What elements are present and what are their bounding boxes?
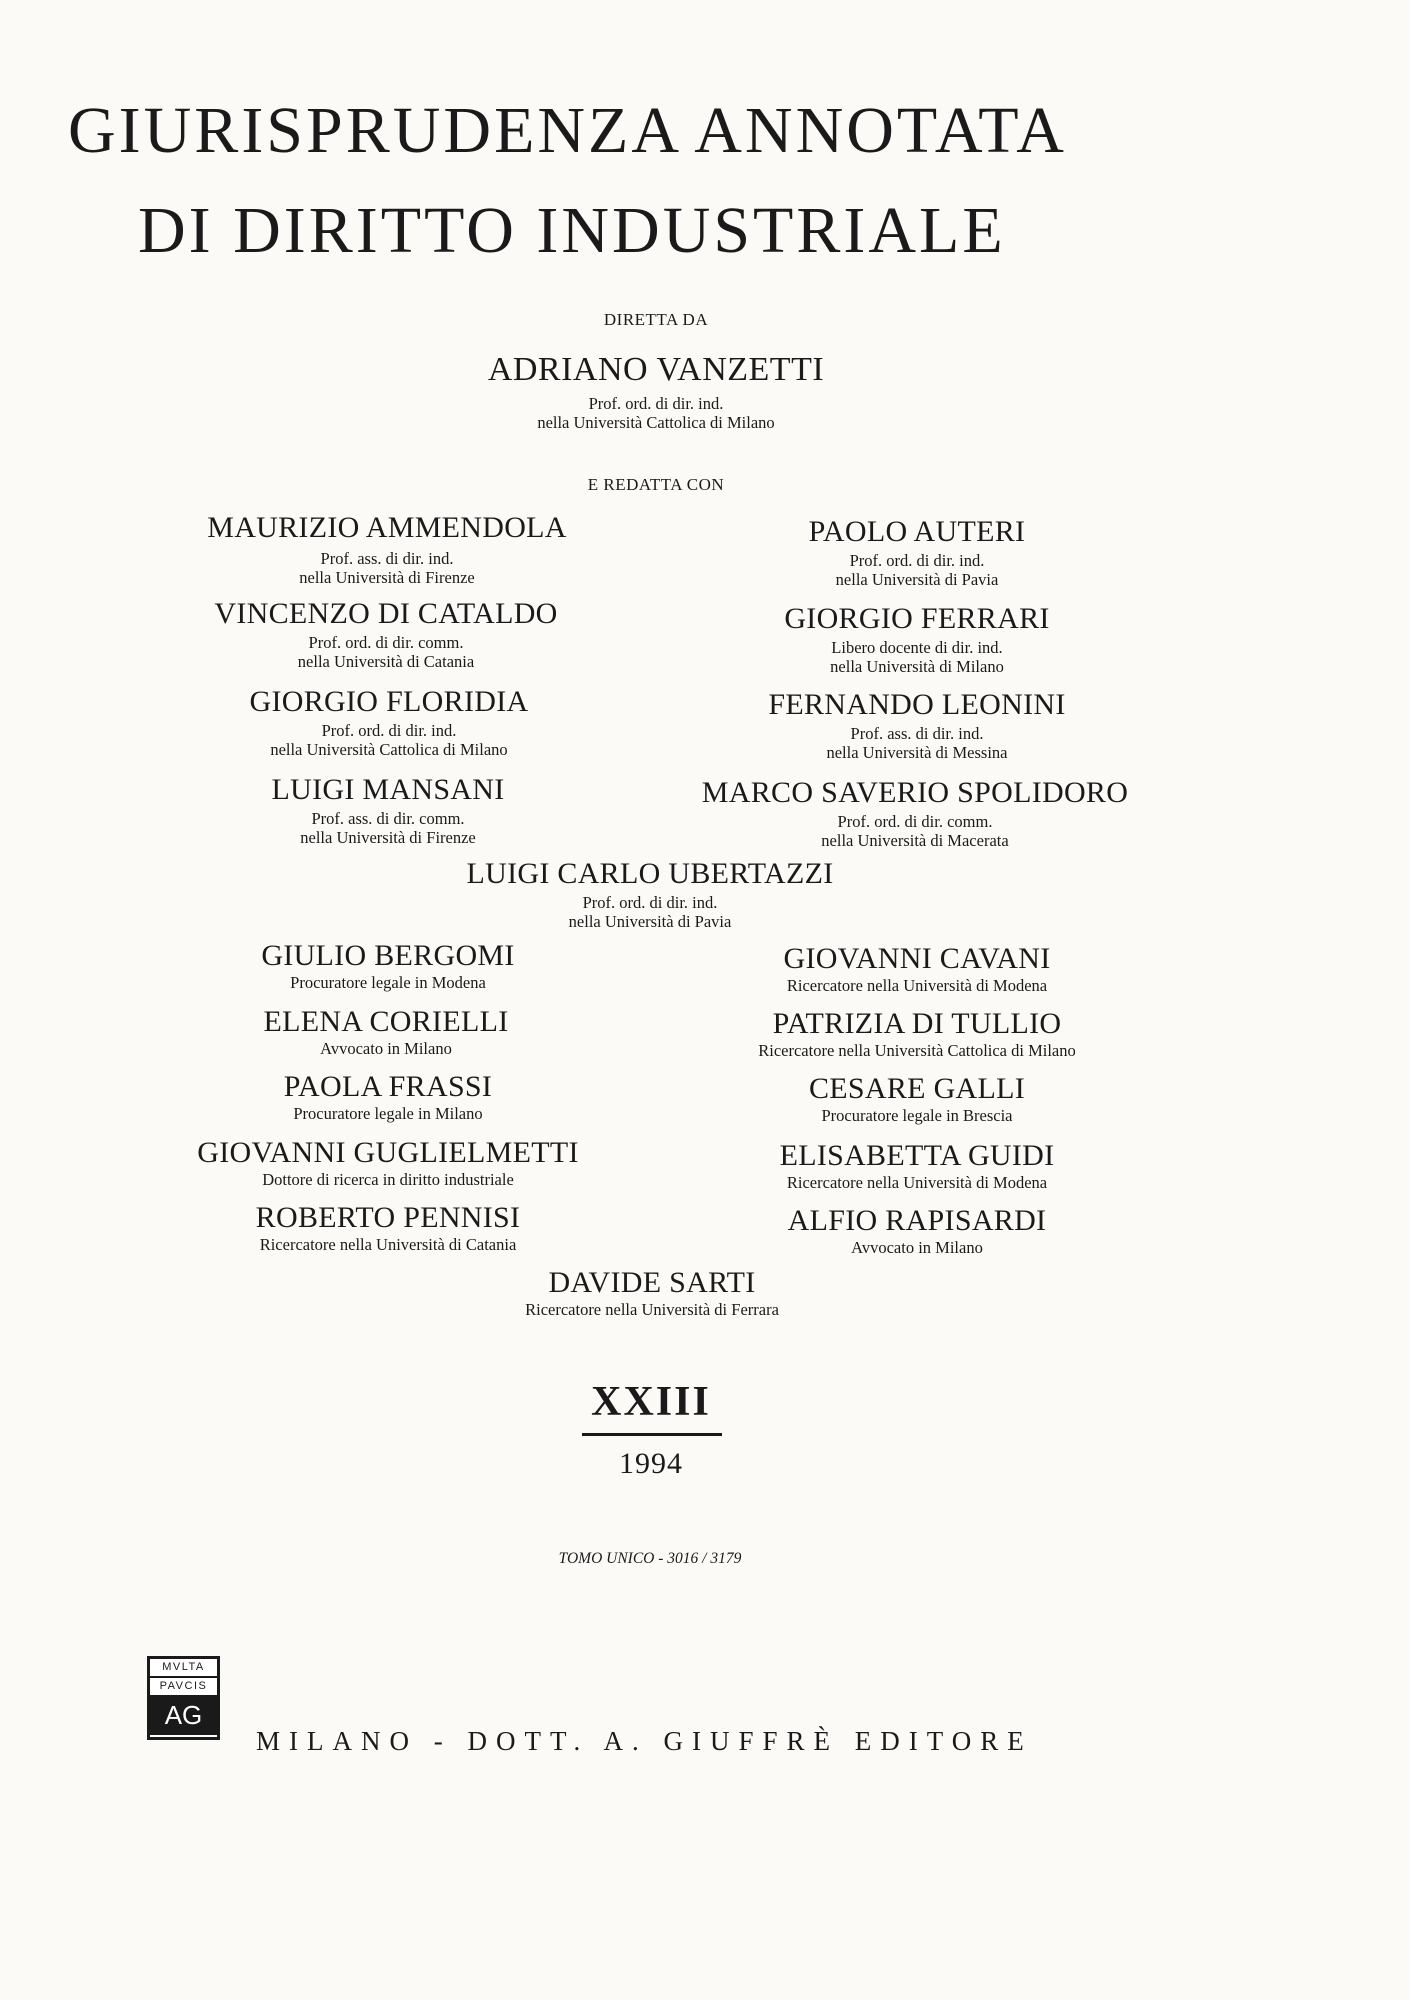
collaborator-entry bbox=[197, 1138, 579, 1189]
editor-title: Prof. ord. di dir. ind. bbox=[582, 893, 718, 912]
collaborator-entry bbox=[809, 1074, 1025, 1125]
director-affiliation bbox=[537, 394, 774, 432]
logo-motto-line-1: MVLTA bbox=[150, 1659, 217, 1678]
editor-university: nella Università di Pavia bbox=[835, 570, 999, 589]
collaborator-affiliation: Ricercatore nella Università di Ferrara bbox=[525, 1300, 779, 1319]
editor-title: Prof. ass. di dir. ind. bbox=[320, 549, 454, 568]
director-title: Prof. ord. di dir. ind. bbox=[588, 394, 724, 413]
journal-title-line-2: DI DIRITTO INDUSTRIALE bbox=[138, 194, 1006, 267]
editor-entry bbox=[466, 859, 833, 931]
editor-title: Prof. ord. di dir. ind. bbox=[849, 551, 985, 570]
collaborator-entry bbox=[780, 1141, 1055, 1192]
collaborator-name: GIOVANNI GUGLIELMETTI bbox=[197, 1136, 579, 1169]
editor-title: Libero docente di dir. ind. bbox=[831, 638, 1003, 657]
edited-with-label: E REDATTA CON bbox=[587, 475, 725, 494]
collaborator-name: ROBERTO PENNISI bbox=[255, 1201, 521, 1234]
collaborator-name: ELISABETTA GUIDI bbox=[779, 1139, 1055, 1172]
editor-name: FERNANDO LEONINI bbox=[768, 688, 1066, 721]
editor-entry bbox=[271, 775, 504, 847]
publication-year: 1994 bbox=[619, 1447, 683, 1480]
collaborator-affiliation: Dottore di ricerca in diritto industriale bbox=[262, 1170, 514, 1189]
editor-name: GIORGIO FERRARI bbox=[784, 602, 1050, 635]
editor-university: nella Università di Firenze bbox=[300, 828, 476, 847]
editor-name: MARCO SAVERIO SPOLIDORO bbox=[701, 776, 1129, 809]
collaborator-name: GIULIO BERGOMI bbox=[261, 939, 515, 972]
collaborator-entry bbox=[783, 944, 1050, 995]
collaborator-name: PATRIZIA DI TULLIO bbox=[772, 1007, 1062, 1040]
collaborator-affiliation: Procuratore legale in Milano bbox=[293, 1104, 483, 1123]
editor-entry bbox=[768, 690, 1065, 762]
collaborator-entry bbox=[264, 1007, 509, 1058]
editor-entry bbox=[207, 513, 567, 587]
editor-university: nella Università di Catania bbox=[297, 652, 475, 671]
editor-title: Prof. ord. di dir. comm. bbox=[308, 633, 464, 652]
editor-university: nella Università Cattolica di Milano bbox=[270, 740, 508, 759]
editor-university: nella Università di Macerata bbox=[821, 831, 1009, 850]
editor-name: LUIGI MANSANI bbox=[271, 773, 505, 806]
collaborator-affiliation: Ricercatore nella Università Cattolica di Milano bbox=[758, 1041, 1076, 1060]
collaborator-name: CESARE GALLI bbox=[808, 1072, 1026, 1105]
logo-monogram: AG bbox=[150, 1695, 217, 1735]
editor-university: nella Università di Messina bbox=[826, 743, 1008, 762]
editor-name: MAURIZIO AMMENDOLA bbox=[207, 511, 567, 544]
collaborator-affiliation: Ricercatore nella Università di Catania bbox=[259, 1235, 517, 1254]
collaborator-affiliation: Avvocato in Milano bbox=[851, 1238, 983, 1257]
editor-title: Prof. ass. di dir. ind. bbox=[850, 724, 984, 743]
editor-entry bbox=[214, 599, 557, 671]
volume-number: XXIII bbox=[591, 1379, 711, 1425]
editor-title: Prof. ord. di dir. ind. bbox=[321, 721, 457, 740]
logo-motto-line-2: PAVCIS bbox=[159, 1680, 208, 1692]
editor-university: nella Università di Pavia bbox=[568, 912, 732, 931]
journal-title-line-1: GIURISPRUDENZA ANNOTATA bbox=[68, 94, 1067, 167]
collaborator-name: GIOVANNI CAVANI bbox=[783, 942, 1051, 975]
director-university: nella Università Cattolica di Milano bbox=[537, 413, 775, 432]
collaborator-entry bbox=[788, 1206, 1047, 1257]
collaborator-entry bbox=[256, 1203, 521, 1254]
editor-name: VINCENZO DI CATALDO bbox=[214, 597, 558, 630]
tomo-pages: TOMO UNICO - 3016 / 3179 bbox=[558, 1550, 742, 1567]
collaborator-entry bbox=[758, 1009, 1076, 1060]
collaborator-name: ELENA CORIELLI bbox=[263, 1005, 509, 1038]
collaborator-affiliation: Procuratore legale in Brescia bbox=[821, 1106, 1013, 1125]
collaborator-name: DAVIDE SARTI bbox=[548, 1266, 756, 1299]
editor-entry bbox=[784, 604, 1049, 676]
director-name: ADRIANO VANZETTI bbox=[487, 351, 825, 388]
editor-university: nella Università di Firenze bbox=[299, 568, 475, 587]
editor-entry bbox=[702, 778, 1128, 850]
collaborator-affiliation: Ricercatore nella Università di Modena bbox=[786, 1173, 1048, 1192]
editor-university: nella Università di Milano bbox=[830, 657, 1004, 676]
collaborator-affiliation: Ricercatore nella Università di Modena bbox=[786, 976, 1048, 995]
publisher-logo bbox=[147, 1656, 220, 1740]
editor-name: PAOLO AUTERI bbox=[808, 515, 1026, 548]
directed-by-label: DIRETTA DA bbox=[603, 310, 709, 329]
editor-title: Prof. ass. di dir. comm. bbox=[311, 809, 465, 828]
collaborator-affiliation: Avvocato in Milano bbox=[320, 1039, 452, 1058]
collaborator-entry bbox=[525, 1268, 779, 1319]
editor-name: LUIGI CARLO UBERTAZZI bbox=[466, 857, 834, 890]
collaborator-name: ALFIO RAPISARDI bbox=[787, 1204, 1047, 1237]
editor-title: Prof. ord. di dir. comm. bbox=[837, 812, 993, 831]
publisher-imprint: MILANO - DOTT. A. GIUFFRÈ EDITORE bbox=[256, 1726, 1033, 1756]
collaborator-affiliation: Procuratore legale in Modena bbox=[290, 973, 486, 992]
editor-entry bbox=[809, 517, 1026, 589]
volume-divider bbox=[582, 1433, 722, 1436]
collaborator-entry bbox=[261, 941, 514, 992]
collaborator-entry bbox=[284, 1072, 492, 1123]
collaborator-name: PAOLA FRASSI bbox=[283, 1070, 493, 1103]
editor-name: GIORGIO FLORIDIA bbox=[249, 685, 529, 718]
editor-entry bbox=[250, 687, 529, 759]
